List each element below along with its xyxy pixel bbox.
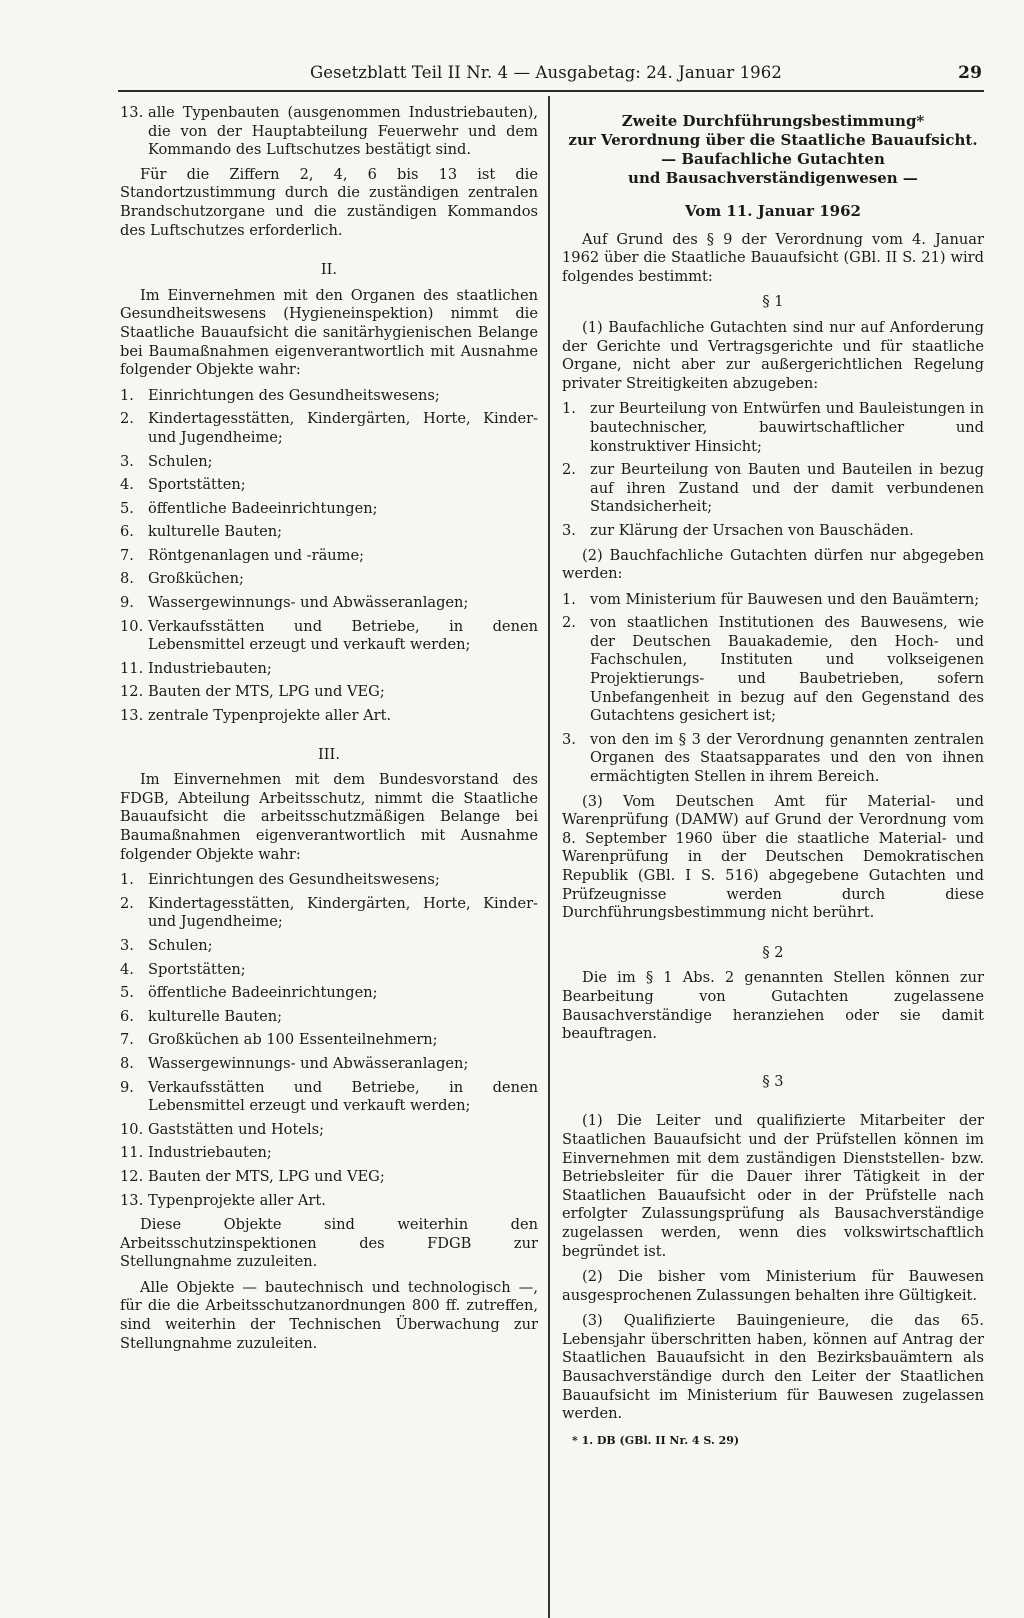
list-item <box>120 1008 538 1027</box>
section-heading-p1: § 1 <box>762 293 784 311</box>
item-text: zur Beurteilung von Entwürfen und Bauleistungen in bautechnischer, bauwirtschaftlicher und konstruktiver Hinsicht; <box>590 400 984 455</box>
paragraph-s2: Die im § 1 Abs. 2 genannten Stellen können zur Bearbeitung von Gutachten zugelassene Bausachverständige heranziehen oder sie damit beauftragen. <box>562 969 984 1043</box>
decree-date: Vom 11. Januar 1962 <box>685 202 861 220</box>
item-text: Verkaufsstätten und Betriebe, in denen Lebensmittel erzeugt und verkauft werden; <box>148 1078 538 1115</box>
list-item <box>120 500 538 519</box>
item-number: 6. <box>120 523 134 541</box>
item-text: kulturelle Bauten; <box>148 1007 283 1025</box>
footnote: * 1. DB (GBl. II Nr. 4 S. 29) <box>572 1433 740 1447</box>
list-item <box>120 871 538 890</box>
item-number: 7. <box>120 546 134 564</box>
item-number: 4. <box>120 476 134 494</box>
paragraph-s3-abs1: (1) Die Leiter und qualifizierte Mitarbeiter der Staatlichen Bauaufsicht und der Prüfstellen können im Einvernehmen mit dem zuständigen Dienststellen- bzw. Betriebsleiter für die Dauer ihrer Tätigkeit in der Staatlichen Bauaufsicht oder in der Prüfstelle nach erfolgter Zulassungsprüfung als Bausachverständige zugelassen werden, wenn dies volkswirtschaftlich begründet ist. <box>562 1112 984 1260</box>
item-text: Großküchen; <box>148 570 244 588</box>
page-header <box>310 63 1000 87</box>
list-item <box>562 591 984 610</box>
list-item <box>120 104 538 160</box>
item-text: Kindertagesstätten, Kindergärten, Horte, Kinder- und Jugendheime; <box>148 894 538 931</box>
item-number: 1. <box>562 590 576 608</box>
item-number: 3. <box>562 730 576 748</box>
item-text: Großküchen ab 100 Essenteilnehmern; <box>148 1031 438 1049</box>
item-number: 9. <box>120 1078 134 1096</box>
page-number: 29 <box>958 63 982 83</box>
list-item <box>120 594 538 613</box>
paragraph-sec2-intro: Im Einvernehmen mit den Organen des staatlichen Gesundheitswesens (Hygieneinspektion) nimmt die Staatliche Bauaufsicht die sanitärhygienischen Belange bei Baumaßnahmen eigenverantwortlich mit Ausnahme folgender Objekte wahr: <box>120 286 538 379</box>
s1-abs2-list <box>562 591 984 787</box>
list-item <box>120 895 538 932</box>
sec3-list <box>120 871 538 1210</box>
item-number: 8. <box>120 1054 134 1072</box>
paragraph-preamble: Auf Grund des § 9 der Verordnung vom 4. Januar 1962 über die Staatliche Bauaufsicht (GBl. II S. 21) wird folgendes bestimmt: <box>562 230 984 285</box>
decree-title-line3: — Baufachliche Gutachten <box>661 150 885 168</box>
item-number: 6. <box>120 1007 134 1025</box>
decree-title-line1: Zweite Durchführungsbestimmung* <box>621 112 925 130</box>
list-item <box>120 660 538 679</box>
item-text: Röntgenanlagen und -räume; <box>148 546 365 564</box>
section-heading-ii: II. <box>320 261 338 279</box>
item-number: 1. <box>120 386 134 404</box>
item-number: 3. <box>562 521 576 539</box>
item-text: Einrichtungen des Gesundheitswesens; <box>148 871 440 889</box>
item-text: Industriebauten; <box>148 659 272 677</box>
item-text: Sportstätten; <box>148 960 246 978</box>
list-item <box>120 476 538 495</box>
list-item <box>120 937 538 956</box>
item-text: von den im § 3 der Verordnung genannten zentralen Organen des Staatsapparates und den von ihnen ermächtigten Stellen in ihrem Bereich. <box>590 730 984 786</box>
paragraph-s3-abs3: (3) Qualifizierte Bauingenieure, die das 65. Lebensjahr überschritten haben, können auf Antrag der Staatlichen Bauaufsicht in den Bezirksbauämtern als Bausachverständige durch den Leiter der Staatlichen Bauaufsicht im Ministerium für Bauwesen zugelassen werden. <box>562 1312 984 1423</box>
list-item <box>120 1079 538 1116</box>
item-text: Bauten der MTS, LPG und VEG; <box>148 683 385 701</box>
item-text: öffentliche Badeeinrichtungen; <box>148 984 378 1002</box>
list-item <box>120 618 538 655</box>
item-text: Typenprojekte aller Art. <box>148 1191 326 1209</box>
section-heading-iii: III. <box>318 745 340 763</box>
item-number: 12. <box>120 1167 144 1185</box>
list-item <box>120 1121 538 1140</box>
item-number: 13. <box>120 104 144 121</box>
column-divider <box>548 96 550 1618</box>
paragraph-alle-objekte: Alle Objekte — bautechnisch und technologisch —, für die die Arbeitsschutzanordnungen 800 ff. zutreffen, sind weiterhin der Technischen Überwachung zur Stellungnahme zuzuleiten. <box>120 1278 538 1352</box>
item-number: 13. <box>120 1191 144 1209</box>
list-item <box>562 731 984 787</box>
item-text: Wassergewinnungs- und Abwässeranlagen; <box>148 594 469 612</box>
item-text: von staatlichen Institutionen des Bauwesens, wie der Deutschen Bauakademie, den Hoch- und Fachschulen, Instituten und volkseigenen Projektierungs- und Baubetrieben, sofern Unbefangenheit in bezug auf den Gegenstand des Gutachtens gesichert ist; <box>590 614 984 725</box>
paragraph-sec3-intro: Im Einvernehmen mit dem Bundesvorstand des FDGB, Abteilung Arbeitsschutz, nimmt die Staatliche Bauaufsicht die arbeitsschutzmäßigen Belange bei Baumaßnahmen eigenverantwortlich mit Ausnahme folgender Objekte wahr: <box>120 771 538 863</box>
decree-title-line2: zur Verordnung über die Staatliche Bauaufsicht. <box>568 131 978 149</box>
item-number: 13. <box>120 707 144 725</box>
item-text: öffentliche Badeeinrichtungen; <box>148 499 378 517</box>
paragraph-s1-abs3: (3) Vom Deutschen Amt für Material- und Warenprüfung (DAMW) auf Grund der Verordnung vom 8. September 1960 über die staatliche Material- und Warenprüfung in der Deutschen Demokratischen Republik (GBl. I S. 516) abgegebene Gutachten und Prüfzeugnisse werden durch diese Durchführungsbestimmung nicht berührt. <box>562 792 984 922</box>
list-item <box>120 1031 538 1050</box>
list-item <box>120 1055 538 1074</box>
item-number: 1. <box>120 871 134 889</box>
item-number: 2. <box>562 614 576 632</box>
gazette-header-title: Gesetzblatt Teil II Nr. 4 — Ausgabetag: 24. Januar 1962 <box>310 63 782 82</box>
list-item <box>120 410 538 447</box>
list-item <box>562 400 984 456</box>
paragraph-s3-abs2: (2) Die bisher vom Ministerium für Bauwesen ausgesprochenen Zulassungen behalten ihre Gültigkeit. <box>562 1268 984 1304</box>
list-item <box>562 614 984 726</box>
item-text: Verkaufsstätten und Betriebe, in denen Lebensmittel erzeugt und verkauft werden; <box>148 617 538 654</box>
list-item <box>120 1192 538 1211</box>
left-column <box>120 104 538 1360</box>
item-number: 3. <box>120 452 134 470</box>
list-item <box>120 1168 538 1187</box>
item-text: alle Typenbauten (ausgenommen Industriebauten), die von der Hauptabteilung Feuerwehr und dem Kommando des Luftschutzes bestätigt sind. <box>148 104 538 159</box>
section-heading-p3: § 3 <box>762 1072 784 1090</box>
item-number: 11. <box>120 1144 144 1162</box>
decree-title-line4: und Bausachverständigenwesen — <box>628 169 918 187</box>
item-text: Sportstätten; <box>148 476 246 494</box>
list-item <box>120 1144 538 1163</box>
list-item <box>120 984 538 1003</box>
item-number: 2. <box>562 461 576 479</box>
sec2-list <box>120 387 538 726</box>
list-item <box>120 683 538 702</box>
list-item <box>120 523 538 542</box>
item-number: 11. <box>120 659 144 677</box>
item-text: Schulen; <box>148 936 213 954</box>
item-text: Bauten der MTS, LPG und VEG; <box>148 1167 385 1185</box>
item-number: 5. <box>120 984 134 1002</box>
item-number: 12. <box>120 683 144 701</box>
item-number: 4. <box>120 960 134 978</box>
list-item <box>562 522 984 541</box>
list-item <box>562 461 984 517</box>
item-number: 5. <box>120 499 134 517</box>
item-text: Kindertagesstätten, Kindergärten, Horte, Kinder- und Jugendheime; <box>148 410 538 446</box>
paragraph-s1-abs2: (2) Bauchfachliche Gutachten dürfen nur abgegeben werden: <box>562 546 984 583</box>
right-column <box>562 112 984 1450</box>
list-item <box>120 547 538 566</box>
item-number: 3. <box>120 936 134 954</box>
item-number: 8. <box>120 570 134 588</box>
item-text: zentrale Typenprojekte aller Art. <box>148 707 392 725</box>
item-number: 2. <box>120 894 134 912</box>
item-text: kulturelle Bauten; <box>148 523 283 541</box>
item-text: vom Ministerium für Bauwesen und den Bauämtern; <box>590 590 980 608</box>
paragraph-s1-abs1: (1) Baufachliche Gutachten sind nur auf Anforderung der Gerichte und Vertragsgerichte und für staatliche Organe, nicht aber zur außergerichtlichen Regelung privater Streitigkeiten abzugeben: <box>562 318 984 392</box>
s1-abs1-list <box>562 400 984 540</box>
item-text: Wassergewinnungs- und Abwässeranlagen; <box>148 1054 469 1072</box>
item-text: Einrichtungen des Gesundheitswesens; <box>148 386 440 404</box>
list-item <box>120 453 538 472</box>
item-number: 9. <box>120 594 134 612</box>
paragraph-standortzustimmung: Für die Ziffern 2, 4, 6 bis 13 ist die Standortzustimmung durch die zuständigen zentralen Brandschutzorgane und die zuständigen Kommandos des Luftschutzes erforderlich. <box>120 165 538 239</box>
list-item <box>120 570 538 589</box>
list-item <box>120 707 538 726</box>
header-rule <box>118 90 984 92</box>
item-number: 2. <box>120 410 134 428</box>
item-text: Gaststätten und Hotels; <box>148 1120 325 1138</box>
item-text: zur Beurteilung von Bauten und Bauteilen in bezug auf ihren Zustand und der damit verbundenen Standsicherheit; <box>590 461 984 516</box>
item-text: Industriebauten; <box>148 1144 272 1162</box>
item-number: 7. <box>120 1031 134 1049</box>
item-text: Schulen; <box>148 452 213 470</box>
paragraph-fdgb: Diese Objekte sind weiterhin den Arbeitsschutzinspektionen des FDGB zur Stellungnahme zuzuleiten. <box>120 1216 538 1271</box>
item-text: zur Klärung der Ursachen von Bauschäden. <box>590 521 914 539</box>
list-item <box>120 387 538 406</box>
list-item <box>120 961 538 980</box>
item-number: 10. <box>120 1120 144 1138</box>
item-number: 10. <box>120 617 144 635</box>
section-heading-p2: § 2 <box>762 943 784 961</box>
item-number: 1. <box>562 400 576 418</box>
